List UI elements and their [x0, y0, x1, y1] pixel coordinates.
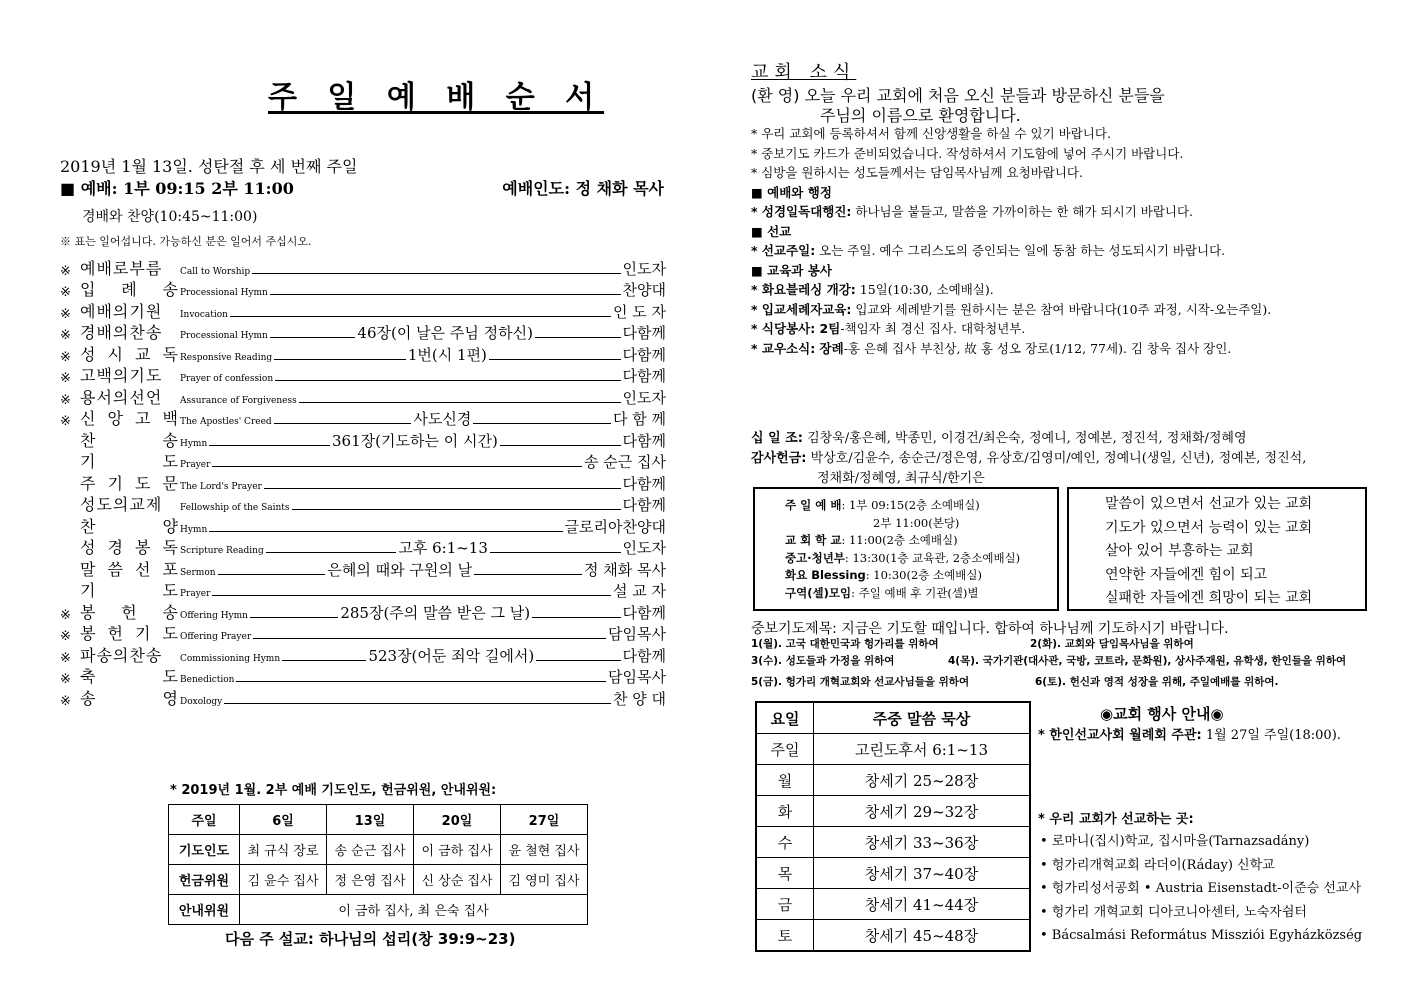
order-english: The Lord's Prayer: [180, 481, 262, 492]
duty-row-label: 헌금위원: [169, 865, 240, 895]
duty-header-row: [169, 805, 588, 835]
order-english: Scripture Reading: [180, 546, 264, 556]
order-detail: 은혜의 때와 구원의 날: [327, 560, 473, 579]
bible-day: 화: [756, 796, 814, 827]
order-row: [60, 322, 666, 344]
order-row: [60, 429, 666, 451]
order-row: [60, 343, 666, 365]
order-leader: 정 채화 목사: [584, 560, 667, 579]
bible-day: 금: [756, 889, 814, 920]
order-mark: ※: [60, 650, 71, 666]
bible-day: 주일: [756, 734, 814, 765]
order-detail: 1번(시 1편): [407, 345, 487, 364]
motto-line: 말씀이 있으면서 선교가 있는 교회: [1105, 496, 1313, 512]
leader-line: [218, 574, 326, 575]
order-name: 찬 송: [80, 430, 178, 450]
date-line: 2019년 1월 13일. 성탄절 후 세 번째 주일: [60, 157, 358, 176]
duty-header: 13일: [327, 805, 414, 835]
bible-day: 수: [756, 827, 814, 858]
bible-day: 토: [756, 920, 814, 952]
order-leader: 찬양대: [622, 281, 666, 299]
leader-line: [282, 660, 366, 661]
news-text: * 심방을 원하시는 성도들께서는 담임목사님께 요청바랍니다.: [751, 165, 1083, 180]
tithe-line: [751, 429, 1306, 449]
bible-passage: 창세기 37~40장: [814, 858, 1031, 889]
bible-row: [756, 920, 1030, 952]
schedule-row: [785, 497, 980, 513]
duty-cell: 김 영미 집사: [501, 865, 588, 895]
order-leader: 다함께: [622, 367, 666, 385]
news-item: [751, 163, 1371, 183]
offering-list: [751, 429, 1306, 489]
order-name: 신 앙 고 백: [80, 409, 178, 428]
mission-item: • 헝가리 개혁교회 디아코니아센터, 노숙자쉼터: [1040, 904, 1307, 920]
order-english: Sermon: [180, 567, 216, 578]
thanks-names: 정채화/정혜영, 최규식/한기은: [817, 471, 985, 486]
worship-leader: 예배인도: 정 채화 목사: [502, 179, 664, 198]
schedule-box: [753, 487, 1059, 611]
motto-line: 연약한 자들에겐 힘이 되고: [1105, 566, 1268, 583]
duty-cell: 최 규식 장로: [240, 835, 327, 865]
duty-row: [169, 865, 588, 895]
order-detail: 고후 6:1~13: [398, 539, 488, 557]
news-text: 15일(10:30, 소예배실).: [855, 282, 994, 297]
order-mark: ※: [60, 629, 71, 644]
schedule-row: [785, 585, 979, 601]
order-row: [60, 644, 666, 666]
news-section: [751, 261, 1371, 281]
order-name: 경배의찬송: [80, 323, 163, 342]
order-mark: ※: [60, 672, 71, 687]
leader-line: [209, 531, 562, 532]
order-row: [60, 494, 666, 516]
leader-line: [490, 552, 621, 553]
news-item: [751, 300, 1371, 320]
news-text: -홍 은혜 집사 부친상, 故 홍 성오 장로(1/12, 77세). 김 창욱 집사 장인.: [843, 340, 1232, 356]
order-english: The Apostles' Creed: [180, 417, 272, 427]
order-name: 기 도: [80, 452, 178, 471]
motto-line: 살아 있어 부흥하는 교회: [1105, 543, 1254, 559]
order-detail: 285장(주의 말씀 받은 그 날): [340, 603, 531, 622]
order-mark: ※: [60, 414, 71, 429]
mission-item: • 헝가리성서공회 • Austria Eisenstadt-이준승 선교사: [1040, 881, 1361, 896]
order-mark: ※: [60, 285, 71, 300]
order-leader: 인도자: [622, 539, 666, 557]
mission-item: • Bácsalmási Református Missziói Egyházközség: [1040, 928, 1363, 943]
news-item: [751, 319, 1371, 339]
schedule-value: : 13:30(1층 교육관, 2층소예배실): [844, 550, 1021, 565]
news-label: * 성경일독대행진:: [751, 204, 852, 219]
schedule-label: 구역(셀)모임: [785, 585, 852, 600]
service-time: ■ 예배: 1부 09:15 2부 11:00: [60, 179, 294, 198]
bible-header-row: [756, 702, 1030, 734]
order-row: [60, 687, 666, 709]
leader-line: [275, 380, 620, 381]
order-english: Benediction: [180, 675, 235, 685]
news-label: ■ 교육과 봉사: [751, 262, 832, 278]
leader-line: [474, 574, 582, 575]
order-name: 입 례 송: [80, 280, 178, 299]
news-section: [751, 222, 1371, 242]
order-name: 성 시 교 독: [80, 344, 178, 364]
order-row: [60, 666, 666, 688]
schedule-label: 주 일 예 배: [785, 498, 842, 512]
duty-header: 27일: [501, 805, 588, 835]
duty-header: 20일: [414, 805, 501, 835]
duty-row: [169, 895, 588, 925]
news-item: [751, 241, 1371, 261]
order-mark: ※: [60, 263, 71, 279]
tithe-label: 십 일 조:: [751, 431, 803, 446]
motto-box: [1067, 487, 1367, 611]
order-mark: ※: [60, 607, 71, 623]
order-english: Responsive Reading: [180, 352, 273, 363]
stand-note: ※ 표는 일어섭니다. 가능하신 분은 일어서 주십시오.: [60, 235, 312, 248]
news-label: ■ 예배와 행정: [751, 184, 832, 200]
bible-passage: 창세기 45~48장: [814, 920, 1031, 952]
order-english: Processional Hymn: [180, 331, 268, 341]
leader-line: [209, 445, 330, 446]
order-row: [60, 558, 666, 580]
order-leader: 찬 양 대: [612, 689, 666, 708]
order-english: Prayer: [180, 589, 211, 599]
order-english: Offering Hymn: [180, 610, 248, 621]
order-english: Call to Worship: [180, 266, 251, 277]
order-english: Fellowship of the Saints: [180, 503, 290, 513]
news-text: 오는 주일. 예수 그리스도의 증인되는 일에 동참 하는 성도되시기 바랍니다.: [815, 243, 1226, 258]
news-item: [751, 124, 1371, 144]
leader-line: [264, 488, 621, 489]
bible-reading-table: [755, 701, 1031, 952]
news-text: 입교와 세례받기를 원하시는 분은 참여 바랍니다(10주 과정, 시작-오는주일).: [851, 301, 1272, 317]
leader-line: [253, 638, 606, 639]
order-leader: 다함께: [622, 474, 666, 493]
prayer-item: 1(월). 고국 대한민국과 헝가리를 위하여: [751, 638, 939, 650]
news-item: [751, 339, 1371, 359]
order-detail: 361장(기도하는 이 시간): [332, 431, 498, 450]
news-item: [751, 280, 1371, 300]
news-text: 하나님을 붙들고, 말씀을 가까이하는 한 해가 되시기 바랍니다.: [851, 204, 1194, 219]
bible-header: 주중 말씀 묵상: [814, 702, 1031, 734]
leader-line: [532, 617, 620, 618]
leader-line: [500, 445, 621, 446]
duty-table: [168, 804, 588, 925]
schedule-value: : 10:30(2층 소예배실): [865, 568, 982, 582]
prayer-item: 2(화). 교회와 담임목사님을 위하여: [1030, 638, 1194, 650]
order-name: 성도의교제: [80, 495, 163, 514]
usher-value: 이 금하 집사, 최 은숙 집사: [240, 895, 588, 925]
order-leader: 다 함 께: [612, 410, 666, 428]
bible-row: [756, 765, 1030, 796]
news-section: [751, 183, 1371, 203]
order-detail: 사도신경: [413, 410, 472, 428]
schedule-row: [785, 532, 958, 548]
leader-line: [252, 273, 620, 274]
order-english: Offering Prayer: [180, 632, 252, 642]
bible-passage: 창세기 29~32장: [814, 796, 1031, 827]
order-row: [60, 451, 666, 473]
order-row: [60, 601, 666, 623]
order-detail: 46장(이 날은 주님 정하신): [357, 324, 533, 342]
leader-line: [535, 337, 621, 338]
duty-row-label: 기도인도: [169, 835, 240, 865]
order-leader: 인도자: [622, 259, 666, 278]
duty-cell: 정 은영 집사: [327, 865, 414, 895]
schedule-value: : 11:00(2층 소예배실): [841, 533, 958, 547]
order-mark: ※: [60, 306, 71, 322]
order-mark: ※: [60, 392, 71, 408]
news-label: * 입교세례자교육:: [751, 301, 852, 317]
welcome-line: 주님의 이름으로 환영합니다.: [820, 106, 1021, 125]
motto-line: 기도가 있으면서 능력이 있는 교회: [1105, 519, 1313, 536]
bible-passage: 창세기 33~36장: [814, 827, 1031, 858]
bible-row: [756, 827, 1030, 858]
bible-passage: 창세기 25~28장: [814, 765, 1031, 796]
order-row: [60, 300, 666, 322]
order-name: 축 도: [80, 667, 178, 686]
news-label: * 화요블레싱 개강:: [751, 282, 856, 297]
order-english: Invocation: [180, 309, 228, 320]
order-name: 봉 헌 기 도: [80, 624, 178, 643]
bulletin-title: 주 일 예 배 순 서: [268, 80, 605, 115]
order-name: 주 기 도 문: [80, 473, 178, 493]
leader-line: [299, 402, 621, 403]
news-text: * 중보기도 카드가 준비되었습니다. 작성하셔서 기도함에 넣어 주시기 바랍니다.: [751, 145, 1184, 161]
leader-line: [274, 423, 412, 424]
prayer-item: 3(수). 성도들과 가정을 위하여: [751, 655, 895, 667]
duty-cell: 윤 철현 집사: [501, 835, 588, 865]
bible-row: [756, 858, 1030, 889]
mission-item: • 헝가리개혁교회 라더이(Ráday) 신학교: [1040, 857, 1275, 873]
event-item: [1038, 724, 1341, 743]
event-text: 1월 27일 주일(18:00).: [1201, 728, 1341, 743]
news-list: [751, 124, 1371, 358]
order-leader: 담임목사: [608, 625, 666, 643]
order-detail: 523장(어둔 죄악 길에서): [368, 646, 535, 665]
order-row: [60, 472, 666, 494]
leader-line: [274, 359, 406, 360]
events-title: ◉교회 행사 안내◉: [1100, 705, 1224, 723]
order-name: 말 씀 선 포: [80, 559, 178, 579]
prayer-item: 5(금). 헝가리 개혁교회와 선교사님들을 위하여: [751, 676, 970, 688]
order-leader: 글로리아찬양대: [564, 517, 666, 536]
news-label: * 선교주일:: [751, 243, 816, 258]
bible-passage: 창세기 41~44장: [814, 889, 1031, 920]
welcome-line: (환 영) 오늘 우리 교회에 처음 오신 분들과 방문하신 분들을: [751, 86, 1165, 105]
order-leader: 다함께: [622, 603, 666, 622]
leader-line: [212, 466, 582, 467]
order-english: Assurance of Forgiveness: [180, 395, 297, 406]
thanks-label: 감사헌금:: [751, 451, 807, 466]
order-english: Hymn: [180, 438, 208, 449]
order-english: Prayer of confession: [180, 374, 274, 384]
order-name: 고백의기도: [80, 366, 163, 385]
order-name: 예배의기원: [80, 301, 163, 321]
bible-row: [756, 796, 1030, 827]
duty-cell: 신 상순 집사: [414, 865, 501, 895]
order-leader: 다함께: [622, 345, 666, 364]
schedule-value: : 1부 09:15(2층 소예배실): [841, 498, 980, 512]
news-text: -책임자 최 경신 집사. 대학청년부.: [840, 321, 1026, 336]
schedule-row: [873, 515, 959, 531]
prayer-item: 6(토). 헌신과 영적 성장을 위해, 주일예배를 위하여.: [1035, 676, 1279, 688]
service-times: [60, 176, 664, 199]
usher-label: 안내위원: [169, 895, 240, 925]
mission-title: * 우리 교회가 선교하는 곳:: [1038, 812, 1194, 827]
order-row: [60, 365, 666, 387]
order-english: Prayer: [180, 460, 211, 470]
bible-row: [756, 889, 1030, 920]
order-leader: 인도자: [622, 388, 666, 407]
order-leader: 인 도 자: [612, 302, 666, 321]
duty-header: 6일: [240, 805, 327, 835]
order-name: 성 경 봉 독: [80, 538, 178, 557]
order-name: 봉 헌 송: [80, 602, 178, 622]
schedule-label: 중고·청년부: [785, 550, 845, 565]
order-leader: 담임목사: [608, 668, 666, 686]
order-leader: 다함께: [622, 496, 666, 514]
leader-line: [489, 359, 621, 360]
leader-line: [266, 552, 397, 553]
order-row: [60, 408, 666, 430]
next-sermon: 다음 주 설교: 하나님의 섭리(창 39:9~23): [225, 930, 516, 948]
tithe-names: 김창욱/홍은혜, 박종민, 이경건/최은숙, 정예니, 정예본, 정진석, 정채화/정혜영: [802, 431, 1247, 446]
news-label: * 식당봉사: 2팀: [751, 321, 841, 336]
thanks-line: [751, 449, 1306, 469]
order-mark: ※: [60, 371, 71, 386]
bible-day: 목: [756, 858, 814, 889]
order-leader: 다함께: [622, 324, 666, 342]
order-english: Hymn: [180, 524, 208, 535]
leader-line: [270, 337, 356, 338]
news-label: * 교우소식: 장례: [751, 340, 844, 356]
order-row: [60, 537, 666, 559]
order-mark: ※: [60, 328, 71, 343]
order-name: 파송의찬송: [80, 645, 163, 665]
duty-cell: 김 윤수 집사: [240, 865, 327, 895]
schedule-label: 화요 Blessing: [785, 568, 866, 582]
thanks-line: [751, 469, 1306, 489]
order-english: Commissioning Hymn: [180, 653, 281, 664]
duty-row: [169, 835, 588, 865]
order-leader: 송 순근 집사: [584, 453, 666, 471]
order-mark: ※: [60, 693, 71, 709]
duty-title: * 2019년 1월. 2부 예배 기도인도, 헌금위원, 안내위원:: [170, 783, 497, 798]
leader-line: [270, 294, 621, 295]
leader-line: [536, 660, 620, 661]
order-row: [60, 386, 666, 408]
leader-line: [212, 595, 611, 596]
order-row: [60, 257, 666, 279]
order-english: Processional Hymn: [180, 288, 268, 298]
order-name: 찬 양: [80, 516, 178, 536]
news-item: [751, 144, 1371, 164]
news-label: ■ 선교: [751, 223, 792, 239]
news-title: 교회 소식: [751, 62, 857, 83]
prelude: 경배와 찬양(10:45~11:00): [82, 209, 258, 225]
bible-passage: 고린도후서 6:1~13: [814, 734, 1031, 765]
schedule-label: 교 회 학 교: [785, 533, 842, 547]
thanks-names: 박상호/김윤수, 송순근/정은영, 유상호/김영미/예인, 정예니(생일, 신년), 정예본, 정진석,: [806, 451, 1307, 466]
leader-line: [473, 423, 611, 424]
mission-item: • 로마니(집시)학교, 집시마을(Tarnazsadány): [1040, 834, 1310, 849]
order-row: [60, 580, 666, 602]
schedule-value: 2부 11:00(본당): [873, 515, 960, 530]
order-mark: ※: [60, 349, 71, 365]
schedule-row: [785, 550, 1020, 566]
bible-header: 요일: [756, 702, 814, 734]
order-leader: 설 교 자: [612, 582, 666, 600]
duty-cell: 송 순근 집사: [327, 835, 414, 865]
bible-day: 월: [756, 765, 814, 796]
motto-line: 실패한 자들에겐 희망이 되는 교회: [1105, 590, 1313, 606]
order-leader: 다함께: [622, 646, 666, 665]
leader-line: [224, 703, 611, 704]
order-of-worship: [60, 257, 666, 709]
schedule-value: : 주일 예배 후 기관(셀)별: [851, 585, 979, 600]
order-name: 용서의선언: [80, 387, 163, 407]
duty-header: 주일: [169, 805, 240, 835]
order-name: 기 도: [80, 581, 178, 600]
prayer-heading: 중보기도제목: 지금은 기도할 때입니다. 합하여 하나님께 기도하시기 바랍니다.: [751, 621, 1229, 637]
leader-line: [250, 617, 338, 618]
schedule-row: [785, 567, 982, 583]
duty-cell: 이 금하 집사: [414, 835, 501, 865]
prayer-item: 4(목). 국가기관(대사관, 국방, 코트라, 문화원), 상사주재원, 유학생, 한인들을 위하여: [948, 655, 1347, 667]
order-leader: 다함께: [622, 431, 667, 450]
bible-row: [756, 734, 1030, 765]
leader-line: [292, 509, 621, 510]
order-english: Doxology: [180, 696, 223, 707]
order-row: [60, 279, 666, 301]
mission-list: [1040, 830, 1362, 948]
order-row: [60, 623, 666, 645]
leader-line: [236, 681, 606, 682]
leader-line: [230, 316, 611, 317]
news-item: [751, 202, 1371, 222]
news-text: * 우리 교회에 등록하셔서 함께 신앙생활을 하실 수 있기 바랍니다.: [751, 126, 1111, 141]
order-row: [60, 515, 666, 537]
order-name: 송 영: [80, 688, 178, 708]
order-name: 예배로부름: [80, 258, 163, 278]
event-label: * 한인선교사회 월례회 주관:: [1038, 728, 1202, 743]
